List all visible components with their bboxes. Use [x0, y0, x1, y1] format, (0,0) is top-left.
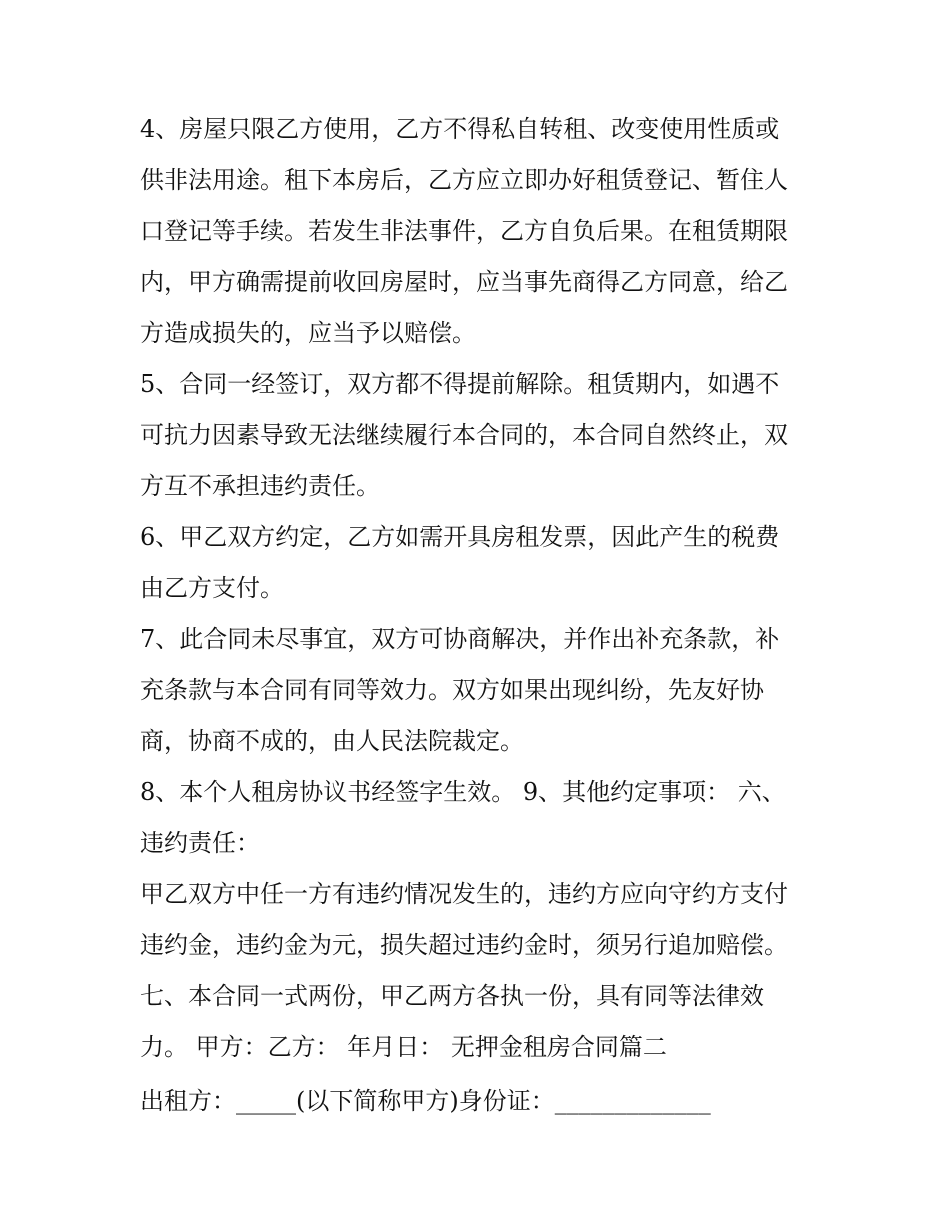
section-7-line-1: 七、本合同一式两份，甲乙两方各执一份，具有同等法律效 — [140, 982, 764, 1010]
clause-4-line-1: 4、房屋只限乙方使用，乙方不得私自转租、改变使用性质或 — [140, 115, 780, 143]
clause-4-line-3: 口登记等手续。若发生非法事件，乙方自负后果。在租赁期限 — [140, 217, 788, 245]
section-6-line-1: 甲乙双方中任一方有违约情况发生的，违约方应向守约方支付 — [140, 880, 788, 908]
clause-7-line-2: 充条款与本合同有同等效力。双方如果出现纠纷，先友好协 — [140, 676, 764, 704]
clause-7-line-1: 7、此合同未尽事宜，双方可协商解决，并作出补充条款，补 — [140, 625, 780, 653]
clause-4-line-4: 内，甲方确需提前收回房屋时，应当事先商得乙方同意，给乙 — [140, 268, 788, 296]
section-6-heading: 违约责任： — [140, 829, 260, 857]
clause-5-line-2: 可抗力因素导致无法继续履行本合同的，本合同自然终止，双 — [140, 421, 788, 449]
document-body — [140, 104, 820, 1127]
clause-5-line-3: 方互不承担违约责任。 — [140, 472, 380, 500]
clause-8-line-1: 8、本个人租房协议书经签字生效。 9、其他约定事项： 六、 — [140, 778, 786, 806]
clause-7-line-3: 商，协商不成的，由人民法院裁定。 — [140, 727, 524, 755]
clause-4-line-2: 供非法用途。租下本房后，乙方应立即办好租赁登记、暂住人 — [140, 166, 788, 194]
section-6-line-2: 违约金，违约金为元，损失超过违约金时，须另行追加赔偿。 — [140, 931, 788, 959]
clause-4-line-5: 方造成损失的，应当予以赔偿。 — [140, 319, 476, 347]
clause-6-line-2: 由乙方支付。 — [140, 574, 284, 602]
lessor-line: 出租方：_____(以下简称甲方)身份证：_____________ — [140, 1087, 711, 1115]
section-7-line-2: 力。 甲方：乙方： 年月日： 无押金租房合同篇二 — [140, 1033, 667, 1061]
clause-6-line-1: 6、甲乙双方约定，乙方如需开具房租发票，因此产生的税费 — [140, 523, 780, 551]
clause-5-line-1: 5、合同一经签订，双方都不得提前解除。租赁期内，如遇不 — [140, 370, 780, 398]
